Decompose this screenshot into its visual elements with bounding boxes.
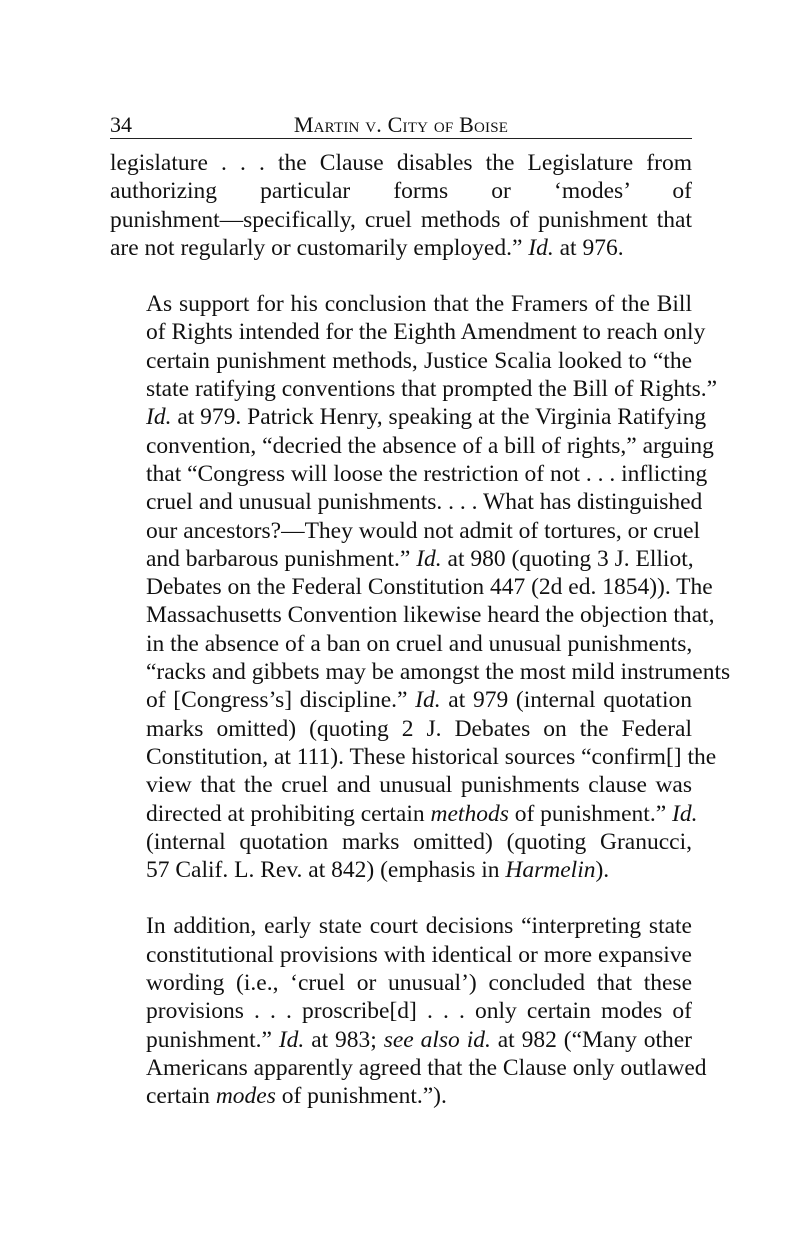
text-run: of [Congress’s] discipline.” xyxy=(146,687,416,714)
text-line xyxy=(110,743,717,771)
text-run: certain xyxy=(146,1083,216,1110)
text-line xyxy=(110,234,692,262)
text-run: directed at prohibiting certain xyxy=(146,800,431,827)
text-line xyxy=(110,941,692,969)
italic-text: modes xyxy=(215,1083,276,1110)
text-line xyxy=(110,856,692,884)
text-line xyxy=(110,800,698,828)
text-line xyxy=(110,1054,707,1082)
text-line xyxy=(110,630,692,658)
italic-text: Id. xyxy=(528,234,554,261)
text-run: Massachusetts Convention likewise heard the objection that, xyxy=(146,602,715,629)
text-run: As support for his conclusion that the Framers of the Bill xyxy=(146,291,692,318)
text-run: at 976. xyxy=(553,234,624,261)
text-line xyxy=(110,601,715,629)
text-line xyxy=(110,828,692,856)
text-run: 57 Calif. L. Rev. at 842) (emphasis in xyxy=(146,857,506,884)
case-title: Martin v. City of Boise xyxy=(293,112,509,137)
text-line xyxy=(110,969,692,997)
text-line xyxy=(110,460,708,488)
text-run: of Rights intended for the Eighth Amendment to reach only xyxy=(146,319,706,346)
text-run: Americans apparently agreed that the Clause only outlawed xyxy=(146,1054,707,1081)
text-line xyxy=(110,686,692,714)
text-run: “racks and gibbets may be amongst the most mild instruments xyxy=(146,659,731,686)
italic-text: Id. xyxy=(416,545,442,572)
text-line xyxy=(110,715,692,743)
text-run: constitutional provisions with identical or more expansive xyxy=(146,941,692,968)
italic-text: see also id. xyxy=(383,1026,491,1053)
text-run: at 983; xyxy=(304,1026,384,1053)
italic-text: Id. xyxy=(146,404,172,431)
text-line xyxy=(110,658,731,686)
text-run: convention, “decried the absence of a bill of rights,” arguing xyxy=(146,432,714,459)
text-line xyxy=(110,912,692,940)
text-run: at 979 (internal quotation xyxy=(440,687,692,714)
text-line xyxy=(110,206,692,234)
text-line xyxy=(110,545,692,573)
paragraph xyxy=(110,290,731,884)
text-run: (internal quotation marks omitted) (quoting Granucci, xyxy=(146,828,692,855)
paragraph xyxy=(110,149,692,262)
text-run: at 980 (quoting 3 J. Elliot, xyxy=(441,545,694,572)
text-line xyxy=(110,488,703,516)
text-line xyxy=(110,375,718,403)
text-line xyxy=(110,177,692,205)
italic-text: Id. xyxy=(415,687,441,714)
text-line xyxy=(110,997,692,1025)
text-run: punishment.” xyxy=(146,1026,279,1053)
text-run: view that the cruel and unusual punishments clause was xyxy=(146,772,692,799)
italic-text: Harmelin xyxy=(505,857,596,884)
text-run: in the absence of a ban on cruel and unusual punishments, xyxy=(146,630,693,657)
text-line xyxy=(110,1082,692,1110)
text-run: our ancestors?—They would not admit of tortures, or cruel xyxy=(146,517,701,544)
text-run: ). xyxy=(595,857,610,884)
page-number: 34 xyxy=(110,112,132,137)
text-run: wording (i.e., ‘cruel or unusual’) concluded that these xyxy=(146,970,692,997)
text-line xyxy=(110,149,692,177)
document-page xyxy=(110,112,731,1139)
text-line xyxy=(110,318,706,346)
running-header xyxy=(110,112,692,139)
text-run: are not regularly or customarily employed.” xyxy=(110,234,529,261)
text-run: of punishment.”). xyxy=(275,1083,447,1110)
text-run: state ratifying conventions that prompted the Bill of Rights.” xyxy=(146,376,718,403)
text-run: punishment—specifically, cruel methods of punishment that xyxy=(110,206,692,233)
italic-text: methods xyxy=(430,800,509,827)
text-line xyxy=(110,403,707,431)
text-line xyxy=(110,432,714,460)
paragraph xyxy=(110,912,707,1110)
text-line xyxy=(110,573,713,601)
text-run: at 982 (“Many other xyxy=(490,1026,692,1053)
text-run: certain punishment methods, Justice Scalia looked to “the xyxy=(146,347,692,374)
text-line xyxy=(110,1026,692,1054)
italic-text: Id. xyxy=(672,800,698,827)
text-run: Debates on the Federal Constitution 447 (2d ed. 1854)). The xyxy=(146,574,713,601)
text-run: marks omitted) (quoting 2 J. Debates on the Federal xyxy=(146,715,692,742)
text-run: Constitution, at 111). These historical sources “confirm[] the xyxy=(146,743,717,770)
text-run: cruel and unusual punishments. . . . What has distinguished xyxy=(146,489,703,516)
text-run: legislature . . . the Clause disables the Legislature from xyxy=(110,150,692,176)
text-run: provisions . . . proscribe[d] . . . only certain modes of xyxy=(146,998,692,1025)
text-line xyxy=(110,517,701,545)
text-run: that “Congress will loose the restriction of not . . . inflicting xyxy=(146,460,708,487)
text-line xyxy=(110,290,692,318)
text-run: and barbarous punishment.” xyxy=(146,545,417,572)
text-run: authorizing particular forms or ‘modes’ of xyxy=(110,178,692,205)
text-run: of punishment.” xyxy=(508,800,673,827)
text-run: at 979. Patrick Henry, speaking at the Virginia Ratifying xyxy=(171,404,707,431)
text-line xyxy=(110,347,692,375)
body-text xyxy=(110,149,731,1111)
text-run: In addition, early state court decisions “interpreting state xyxy=(146,913,692,940)
text-line xyxy=(110,771,692,799)
italic-text: Id. xyxy=(278,1026,305,1053)
